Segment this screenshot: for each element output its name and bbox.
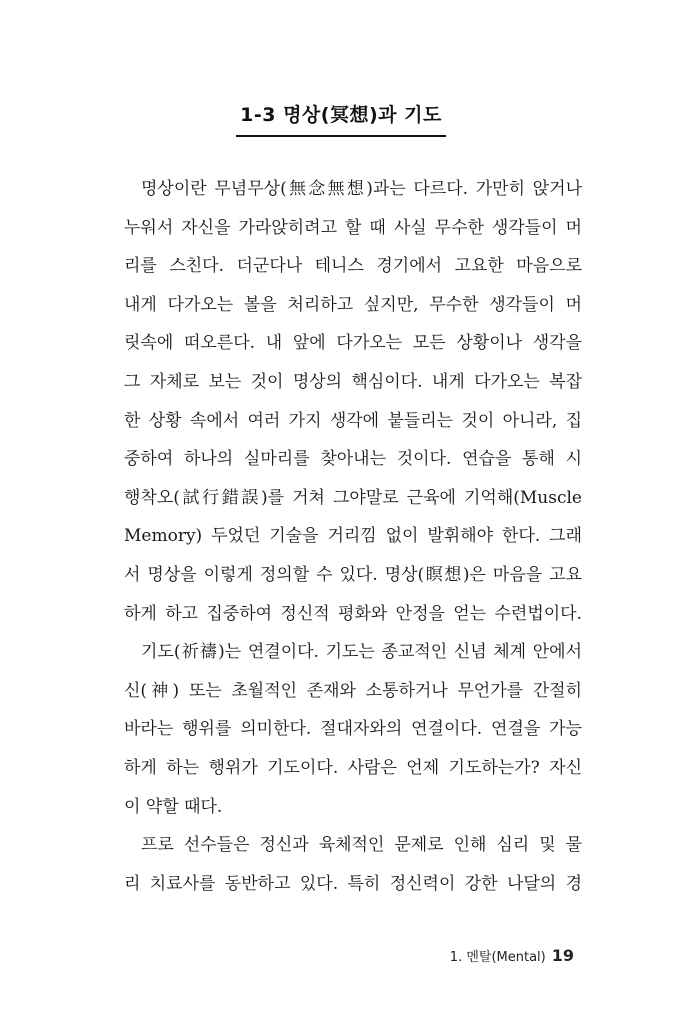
text-line: 행착오(試行錯誤)를 거쳐 그야말로 근육에 기억해(Muscle	[124, 487, 582, 508]
text-line: Memory) 두었던 기술을 거리낌 없이 발휘해야 한다. 그래	[124, 526, 582, 547]
text-line: 릿속에 떠오른다. 내 앞에 다가오는 모든 상황이나 생각을	[124, 333, 582, 354]
section-heading	[0, 100, 682, 137]
text-line: 리 치료사를 동반하고 있다. 특히 정신력이 강한 나달의 경	[124, 873, 582, 894]
text-line: 명상이란 무념무상(無念無想)과는 다르다. 가만히 앉거나	[141, 179, 582, 199]
text-line: 이 약할 때다.	[124, 796, 223, 817]
text-line: 리를 스친다. 더군다나 테니스 경기에서 고요한 마음으로	[124, 256, 582, 277]
text-line: 그 자체로 보는 것이 명상의 핵심이다. 내게 다가오는 복잡	[124, 371, 582, 392]
text-line: 누워서 자신을 가라앉히려고 할 때 사실 무수한 생각들이 머	[124, 217, 582, 238]
text-line: 한 상황 속에서 여러 가지 생각에 붙들리는 것이 아니라, 집	[124, 410, 582, 431]
text-line: 하게 하고 집중하여 정신적 평화와 안정을 얻는 수련법이다.	[124, 603, 582, 624]
body-text	[124, 170, 582, 903]
text-line: 중하여 하나의 실마리를 찾아내는 것이다. 연습을 통해 시	[124, 449, 582, 470]
text-line: 내게 다가오는 볼을 처리하고 싶지만, 무수한 생각들이 머	[124, 294, 582, 315]
text-line: 바라는 행위를 의미한다. 절대자와의 연결이다. 연결을 가능	[124, 719, 582, 740]
chapter-label: 1. 멘탈(Mental)	[449, 950, 546, 965]
text-line: 기도(祈禱)는 연결이다. 기도는 종교적인 신념 체계 안에서	[141, 642, 582, 663]
text-line: 서 명상을 이렇게 정의할 수 있다. 명상(瞑想)은 마음을 고요	[124, 564, 582, 585]
text-line: 하게 하는 행위가 기도이다. 사람은 언제 기도하는가? 자신	[124, 757, 582, 778]
page-number: 19	[551, 946, 574, 965]
page-footer	[450, 946, 574, 965]
text-line: 프로 선수들은 정신과 육체적인 문제로 인해 심리 및 물	[141, 835, 582, 856]
section-title: 1-3 명상(冥想)과 기도	[236, 100, 446, 137]
text-line: 신(神) 또는 초월적인 존재와 소통하거나 무언가를 간절히	[124, 680, 582, 701]
